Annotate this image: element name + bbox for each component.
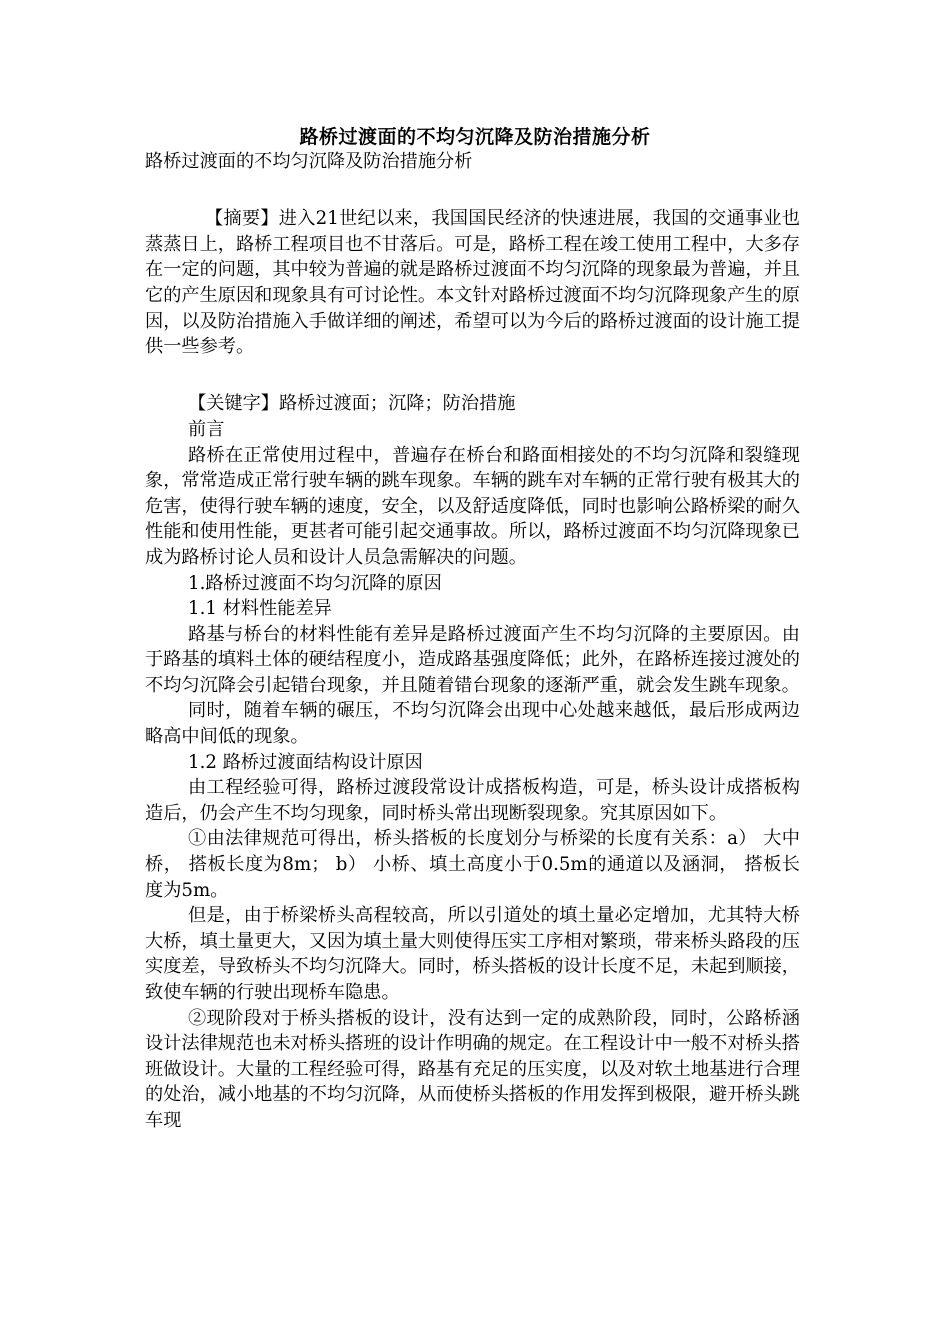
document-title: 路桥过渡面的不均匀沉降及防治措施分析: [299, 126, 651, 148]
document-body: [145, 149, 800, 1134]
section-1-2-heading: 1.2 路桥过渡面结构设计原因: [188, 751, 423, 773]
preface-paragraph: 路桥在正常使用过程中，普遍存在桥台和路面相接处的不均匀沉降和裂缝现象，常常造成正常行驶车辆的跳车现象。车辆的跳车对车辆的正常行驶有极其大的危害，使得行驶车辆的速度，安全，以及舒适度降低，同时也影响公路桥梁的耐久性能和使用性能，更甚者可能引起交通事故。所以，路桥过渡面不均匀沉降现象已成为路桥讨论人员和设计人员急需解决的问题。: [145, 444, 800, 568]
document-subtitle: 路桥过渡面的不均匀沉降及防治措施分析: [145, 151, 473, 172]
section-1-1-paragraph: 路基与桥台的材料性能有差异是路桥过渡面产生不均匀沉降的主要原因。由于路基的填料土体的硬结程度小，造成路基强度降低；此外，在路桥连接过渡处的不均匀沉降会引起错台现象，并且随着错台现象的逐渐严重，就会发生跳车现象。: [145, 623, 800, 696]
preface-heading: 前言: [188, 418, 225, 440]
section-1-2-paragraph: 但是，由于桥梁桥头高程较高，所以引道处的填土量必定增加，尤其特大桥大桥，填土量更大，又因为填土量大则使得压实工序相对繁琐，带来桥头路段的压实度差，导致桥头不均匀沉降大。同时，桥头搭板的设计长度不足，未起到顺接，致使车辆的行驶出现桥车隐患。: [145, 905, 800, 1003]
spacer: [145, 360, 800, 386]
section-1-2-paragraph: 由工程经验可得，路桥过渡段常设计成搭板构造，可是，桥头设计成搭板构造后，仍会产生不均匀现象，同时桥头常出现断裂现象。究其原因如下。: [145, 777, 800, 824]
section-1-2-paragraph: ①由法律规范可得出，桥头搭板的长度划分与桥梁的长度有关系：a） 大中桥， 搭板长度为8m； b） 小桥、填土高度小于0.5m的通道以及涵洞， 搭板长度为5m。: [145, 828, 800, 901]
keywords-paragraph: 【关键字】路桥过渡面；沉降；防治措施: [188, 393, 516, 415]
abstract-paragraph: 【摘要】进入21世纪以来，我国国民经济的快速进展，我国的交通事业也蒸蒸日上，路桥工程项目也不甘落后。可是，路桥工程在竣工使用工程中，大多存在一定的问题，其中较为普遍的就是路桥过渡面不均匀沉降的现象最为普遍，并且它的产生原因和现象具有可讨论性。本文针对路桥过渡面不均匀沉降现象产生的原因，以及防治措施入手做详细的阐述，希望可以为今后的路桥过渡面的设计施工提供一些参考。: [145, 208, 800, 358]
section-1-1-paragraph: 同时，随着车辆的碾压，不均匀沉降会出现中心处越来越低，最后形成两边略高中间低的现象。: [145, 700, 800, 748]
section-1-1-heading: 1.1 材料性能差异: [188, 598, 332, 620]
section-1-2-paragraph: ②现阶段对于桥头搭板的设计，没有达到一定的成熟阶段，同时，公路桥涵设计法律规范也未对桥头搭班的设计作明确的规定。在工程设计中一般不对桥头搭班做设计。大量的工程经验可得，路基有充足的压实度，以及对软土地基进行合理的处治，减小地基的不均匀沉降，从而使桥头搭板的作用发挥到极限，避开桥头跳车现: [145, 1007, 800, 1131]
spacer: [145, 175, 800, 201]
section-1-heading: 1.路桥过渡面不均匀沉降的原因: [188, 572, 442, 594]
